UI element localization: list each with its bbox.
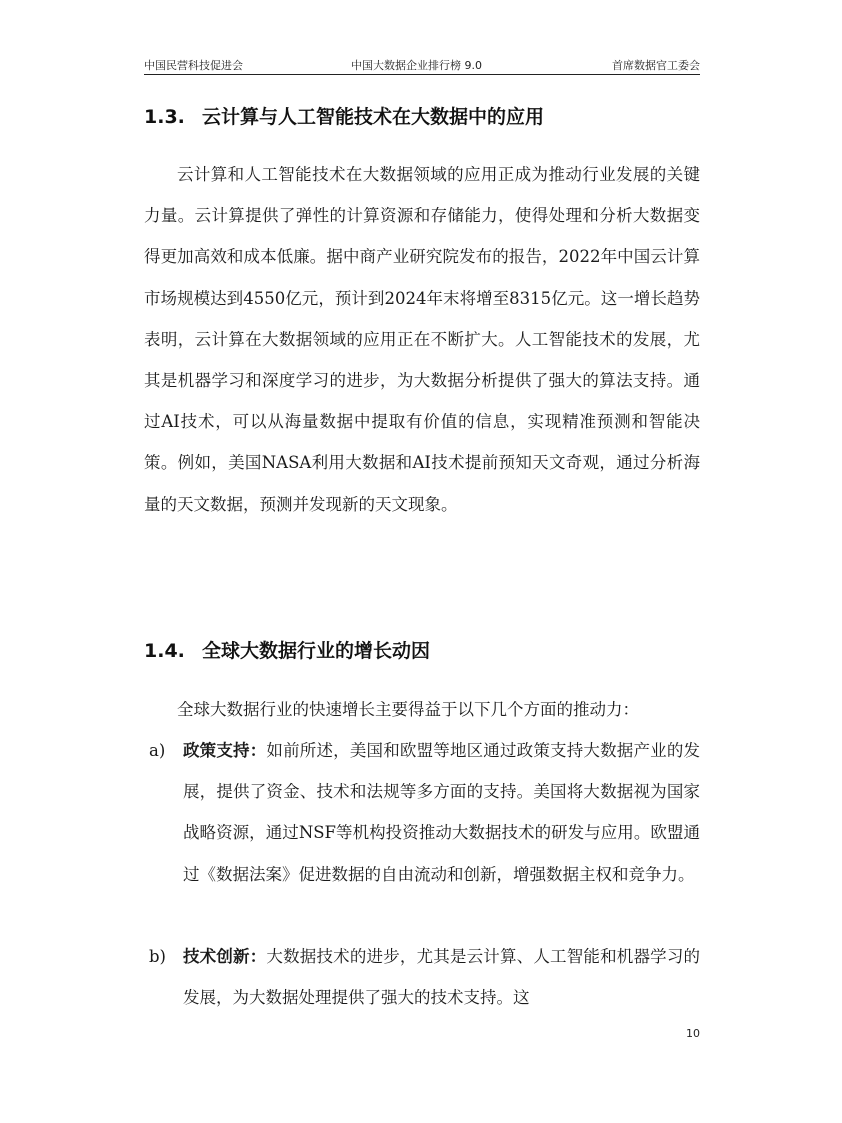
list-item-label: 技术创新： xyxy=(183,947,267,966)
page-number: 10 xyxy=(686,1027,700,1040)
section-heading-1-3 xyxy=(144,102,544,132)
body-paragraph: 云计算和人工智能技术在大数据领域的应用正成为推动行业发展的关键力量。云计算提供了弹性的计算资源和存储能力，使得处理和分析大数据变得更加高效和成本低廉。据中商产业研究院发布的报告，2022年中国云计算市场规模达到4550亿元，预计到2024年末将增至8315亿元。这一增长趋势表明，云计算在大数据领域的应用正在不断扩大。人工智能技术的发展，尤其是机器学习和深度学习的进步，为大数据分析提供了强大的算法支持。通过AI技术，可以从海量数据中提取有价值的信息，实现精准预测和智能决策。例如，美国NASA利用大数据和AI技术提前预知天文奇观，通过分析海量的天文数据，预测并发现新的天文现象。 xyxy=(144,165,700,514)
list-item xyxy=(149,730,701,895)
list-item-text: 如前所述，美国和欧盟等地区通过政策支持大数据产业的发展，提供了资金、技术和法规等多方面的支持。美国将大数据视为国家战略资源，通过NSF等机构投资推动大数据技术的研发与应用。欧盟通过《数据法案》促进数据的自由流动和创新，增强数据主权和竞争力。 xyxy=(183,741,701,884)
list-item xyxy=(149,936,701,1018)
page-header xyxy=(144,54,700,75)
list-marker: a) xyxy=(149,741,166,760)
section-title: 云计算与人工智能技术在大数据中的应用 xyxy=(202,106,545,128)
list-marker: b) xyxy=(149,947,166,966)
section-number: 1.3. xyxy=(144,106,185,128)
header-right-org: 首席数据官工委会 xyxy=(612,59,700,72)
section-number: 1.4. xyxy=(144,640,185,662)
intro-paragraph: 全球大数据行业的快速增长主要得益于以下几个方面的推动力： xyxy=(177,700,639,719)
header-report-title: 中国大数据企业排行榜 9.0 xyxy=(351,59,482,72)
list-item-label: 政策支持： xyxy=(183,741,267,760)
section-heading-1-4 xyxy=(144,636,430,666)
header-left-org: 中国民营科技促进会 xyxy=(144,59,243,72)
list-item-text: 大数据技术的进步，尤其是云计算、人工智能和机器学习的发展，为大数据处理提供了强大的技术支持。这 xyxy=(183,947,701,1008)
section-title: 全球大数据行业的增长动因 xyxy=(202,640,431,662)
